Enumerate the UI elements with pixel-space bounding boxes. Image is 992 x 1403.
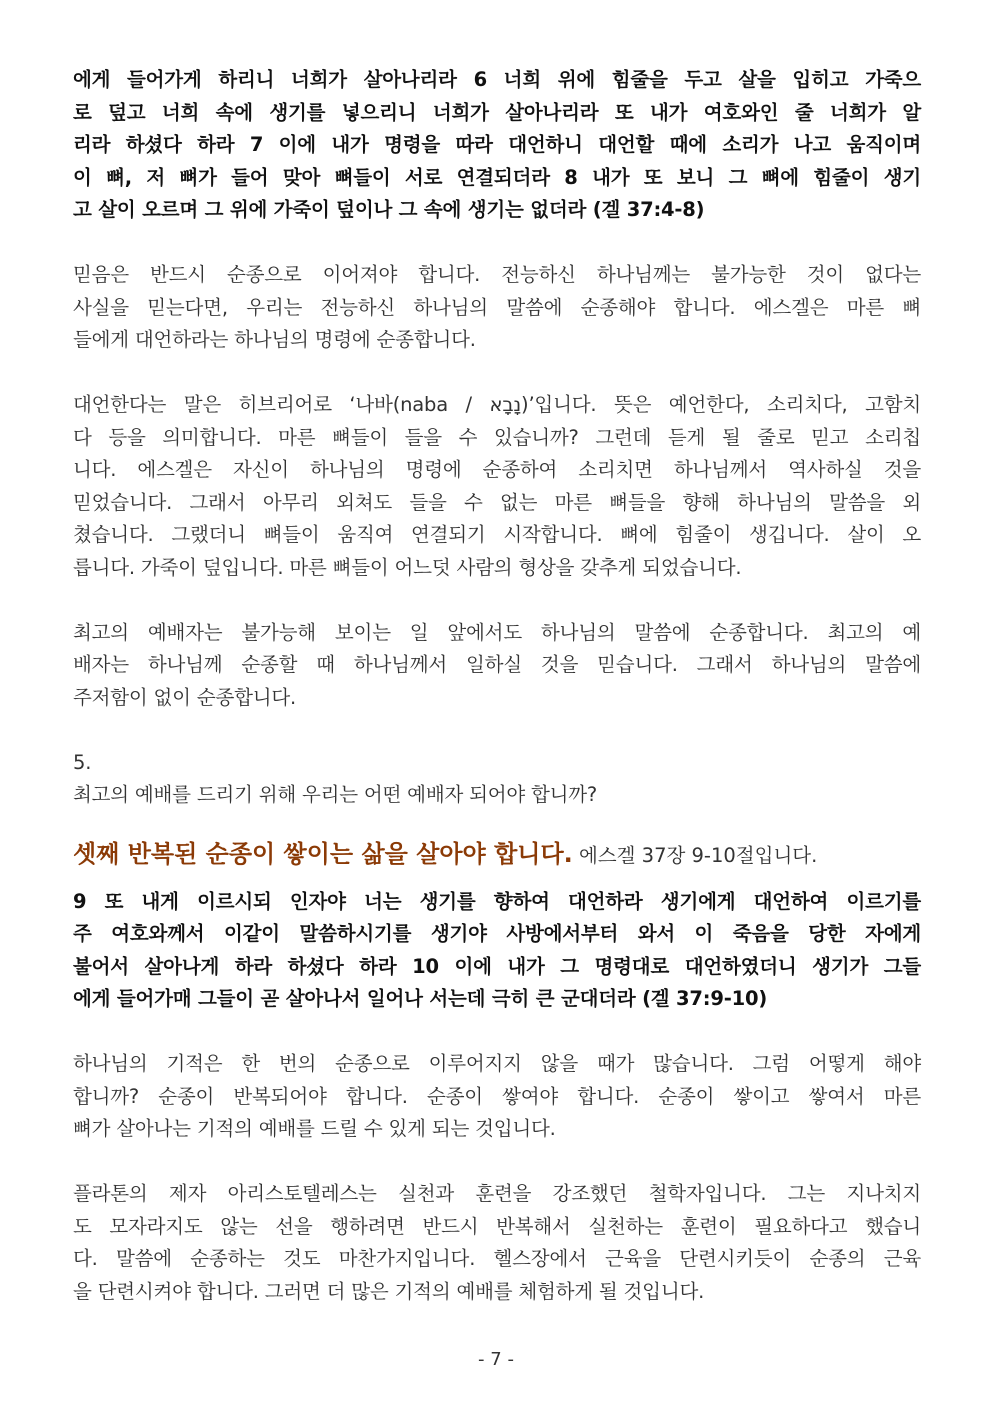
text-line: 에게 들어가매 그들이 곧 살아나서 일어나 서는데 극히 큰 군대더라 (겔 37:9-10)	[73, 987, 768, 1010]
text-line: 에게 들어가게 하리니 너희가 살아나리라 6 너희 위에 힘줄을 두고 살을 입히고 가죽으	[73, 68, 921, 91]
text-line: 대언한다는 말은 히브리어로 ‘나바(naba / נָבָא)’입니다. 뜻은 예언한다, 소리치다, 고함치	[73, 393, 921, 416]
text-line: 리라 하셨다 하라 7 이에 내가 명령을 따라 대언하니 대언할 때에 소리가 나고 움직이며	[73, 133, 921, 156]
text-line: 믿음은 반드시 순종으로 이어져야 합니다. 전능하신 하나님께는 불가능한 것이 없다는	[73, 263, 921, 286]
paragraph-best-worshiper	[73, 617, 921, 715]
question-text: 최고의 예배를 드리기 위해 우리는 어떤 예배자 되어야 합니까?	[73, 783, 598, 806]
text-line: 다. 말씀에 순종하는 것도 마찬가지입니다. 헬스장에서 근육을 단련시키듯이 순종의 근육	[73, 1247, 921, 1270]
discussion-question	[73, 747, 921, 812]
text-line: 주 여호와께서 이같이 말씀하시기를 생기야 사방에서부터 와서 이 죽음을 당한 자에게	[73, 922, 921, 945]
text-line: 고 살이 오르며 그 위에 가죽이 덮이나 그 속에 생기는 없더라 (겔 37:4-8)	[73, 198, 705, 221]
text-line: 뼈가 살아나는 기적의 예배를 드릴 수 있게 되는 것입니다.	[73, 1117, 556, 1140]
text-line: 니다. 에스겔은 자신이 하나님의 명령에 순종하여 소리치면 하나님께서 역사하실 것을	[73, 458, 921, 481]
text-line: 최고의 예배자는 불가능해 보이는 일 앞에서도 하나님의 말씀에 순종합니다. 최고의 예	[73, 620, 921, 644]
paragraph-faith-obedience	[73, 259, 921, 357]
text-line: 사실을 믿는다면, 우리는 전능하신 하나님의 말씀에 순종해야 합니다. 에스겔은 마른 뼈	[73, 295, 921, 319]
text-line: 9 또 내게 이르시되 인자야 너는 생기를 향하여 대언하라 생기에게 대언하여 이르기를	[73, 889, 921, 913]
text-line: 합니까? 순종이 반복되어야 합니다. 순종이 쌓여야 합니다. 순종이 쌓이고 쌓여서 마른	[73, 1084, 921, 1108]
text-line: 릅니다. 가죽이 덮입니다. 마른 뼈들이 어느덧 사람의 형상을 갖추게 되었습니다.	[73, 555, 742, 579]
text-line: 쳤습니다. 그랬더니 뼈들이 움직여 연결되기 시작합니다. 뼈에 힘줄이 생깁니다. 살이 오	[73, 523, 921, 546]
text-line: 도 모자라지도 않는 선을 행하려면 반드시 반복해서 실천하는 훈련이 필요하다고 했습니	[73, 1214, 921, 1238]
question-number: 5.	[73, 750, 92, 774]
text-line: 하나님의 기적은 한 번의 순종으로 이루어지지 않을 때가 많습니다. 그럼 어떻게 해야	[73, 1052, 922, 1075]
text-line: 다 등을 의미합니다. 마른 뼈들이 들을 수 있습니까? 그런데 듣게 될 줄로 믿고 소리칩	[73, 425, 921, 449]
text-line: 로 덮고 너희 속에 생기를 넣으리니 너희가 살아나리라 또 내가 여호와인 줄 너희가 알	[73, 100, 921, 124]
scripture-quote-ezekiel-37-4-8	[73, 64, 921, 227]
paragraph-repeated-obedience	[73, 1048, 921, 1146]
section-heading: 셋째 반복된 순종이 쌓이는 삶을 살아야 합니다.	[73, 839, 573, 868]
text-line: 믿었습니다. 그래서 아무리 외쳐도 들을 수 없는 마른 뼈들을 향해 하나님의 말씀을 외	[73, 490, 921, 514]
section-reference: 에스겔 37장 9-10절입니다.	[578, 843, 818, 867]
page-number: - 7 -	[478, 1349, 514, 1370]
scripture-quote-ezekiel-37-9-10	[73, 886, 921, 1016]
text-line: 플라톤의 제자 아리스토텔레스는 실천과 훈련을 강조했던 철학자입니다. 그는 지나치지	[73, 1182, 921, 1205]
text-line: 이 뼈, 저 뼈가 들어 맞아 뼈들이 서로 연결되더라 8 내가 또 보니 그 뼈에 힘줄이 생기	[73, 165, 921, 189]
text-line: 들에게 대언하라는 하나님의 명령에 순종합니다.	[73, 328, 476, 351]
paragraph-aristotle	[73, 1178, 921, 1308]
text-line: 불어서 살아나게 하라 하셨다 하라 10 이에 내가 그 명령대로 대언하였더니 생기가 그들	[73, 954, 921, 978]
text-line: 주저함이 없이 순종합니다.	[73, 685, 297, 709]
paragraph-naba-meaning	[73, 389, 921, 584]
text-line: 배자는 하나님께 순종할 때 하나님께서 일하실 것을 믿습니다. 그래서 하나님의 말씀에	[73, 653, 921, 676]
text-line: 을 단련시켜야 합니다. 그러면 더 많은 기적의 예배를 체험하게 될 것입니다.	[73, 1279, 705, 1303]
document-page	[73, 64, 921, 1308]
section-heading-row	[73, 834, 921, 874]
